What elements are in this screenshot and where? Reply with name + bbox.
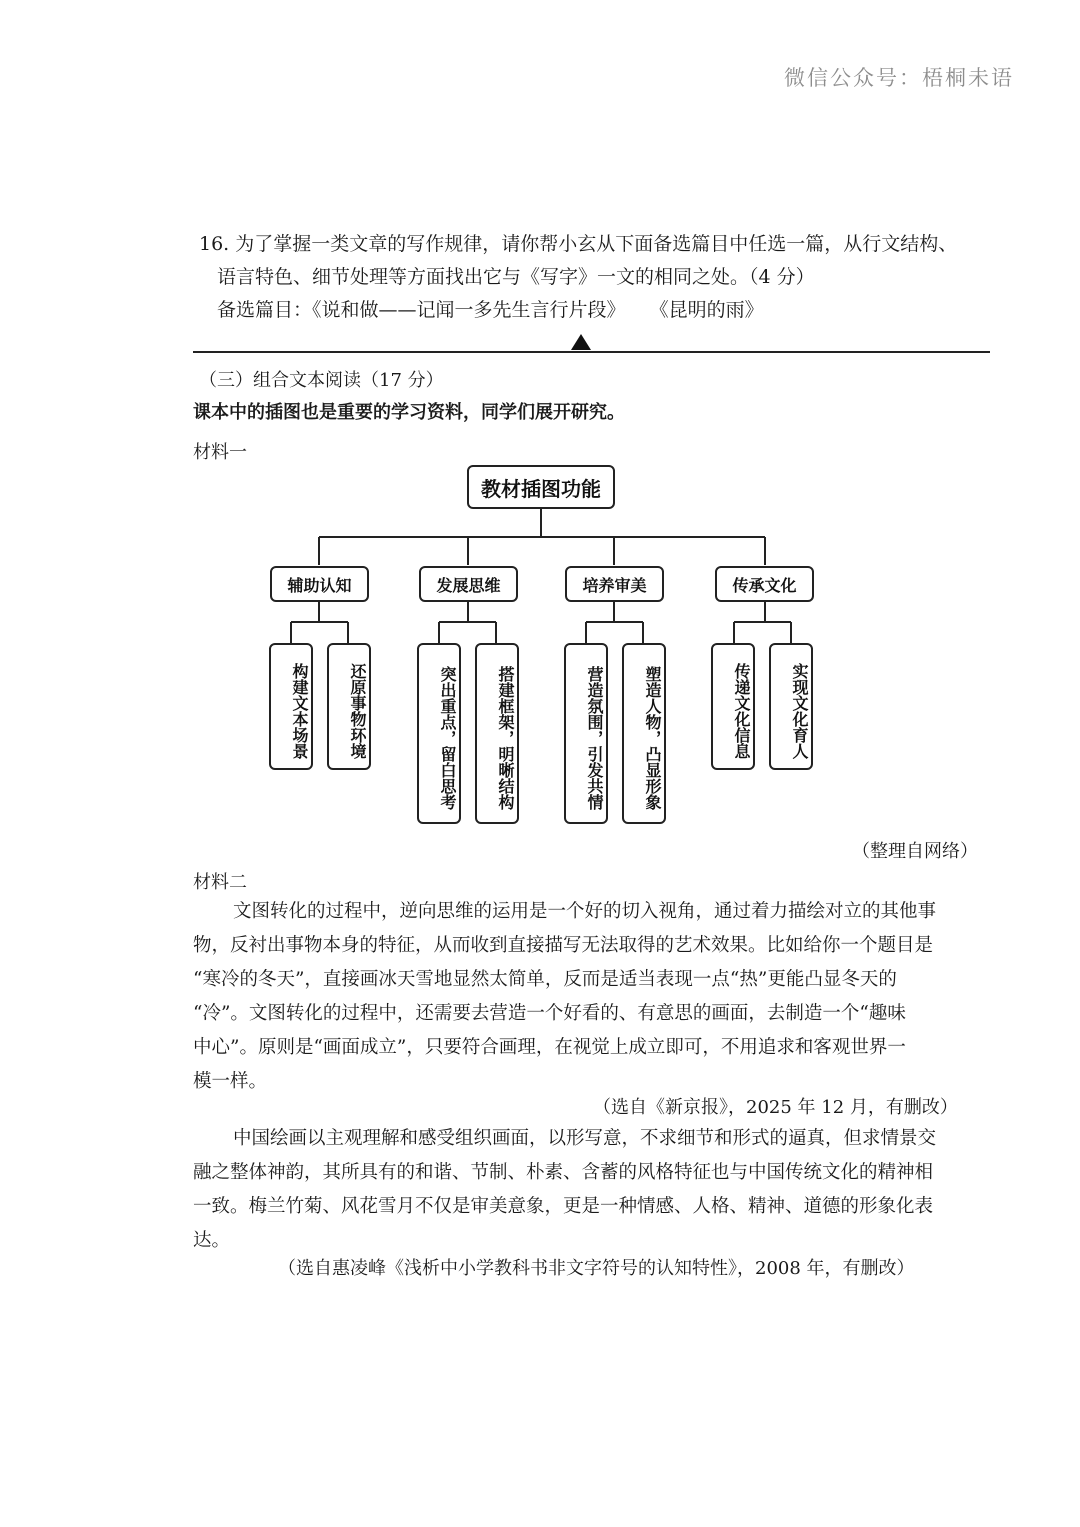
material-2-para-1-line-6: 模一样。 — [193, 1071, 268, 1092]
leaf-shape-characters: 塑造人物，凸显形象 — [622, 643, 666, 824]
material-2-para-1-line-3: “寒冷的冬天”，直接画冰天雪地显然太简单，反而是适当表现一点“热”更能凸显冬天的 — [193, 969, 897, 990]
category-culture: 传承文化 — [715, 566, 814, 602]
material-2-para-2-line-3: 一致。梅兰竹菊、风花雪月不仅是审美意象，更是一种情感、人格、精神、道德的形象化表 — [193, 1196, 934, 1217]
material-2-para-2-line-2: 融之整体神韵，其所具有的和谐、节制、朴素、含蓄的风格特征也与中国传统文化的精神相 — [193, 1162, 934, 1183]
material-1-source: （整理自网络） — [852, 841, 978, 862]
material-2-source-2: （选自惠凌峰《浅析中小学教科书非文字符号的认知特性》，2008 年，有删改） — [278, 1258, 915, 1279]
category-assist-cognition: 辅助认知 — [270, 566, 369, 602]
question-16-line-2: 语言特色、细节处理等方面找出它与《写字》一文的相同之处。（4 分） — [217, 266, 815, 288]
category-aesthetics: 培养审美 — [565, 566, 664, 602]
question-16-options: 备选篇目：《说和做——记闻一多先生言行片段》 《昆明的雨》 — [217, 299, 764, 321]
material-2-para-1-line-1: 文图转化的过程中，逆向思维的运用是一个好的切入视角，通过着力描绘对立的其他事 — [233, 901, 937, 922]
leaf-highlight-focus: 突出重点，留白思考 — [417, 643, 461, 824]
leaf-create-atmosphere: 营造氛围，引发共情 — [564, 643, 608, 824]
question-16-line-1: 16. 为了掌握一类文章的写作规律，请你帮小玄从下面备选篇目中任选一篇，从行文结构、 — [199, 233, 958, 255]
material-2-source-1: （选自《新京报》，2025 年 12 月，有删改） — [593, 1097, 958, 1118]
leaf-cultural-education: 实现文化育人 — [769, 643, 813, 770]
section-3-intro: 课本中的插图也是重要的学习资料，同学们展开研究。 — [193, 402, 625, 423]
leaf-pass-culture-info: 传递文化信息 — [711, 643, 755, 770]
material-2-para-2-line-4: 达。 — [193, 1230, 231, 1251]
section-3-title: （三）组合文本阅读（17 分） — [199, 370, 444, 391]
watermark: 微信公众号：梧桐未语 — [784, 66, 1014, 90]
leaf-restore-environment: 还原事物环境 — [327, 643, 371, 770]
material-2-label: 材料二 — [193, 872, 247, 893]
diagram-root: 教材插图功能 — [467, 465, 615, 509]
category-develop-thinking: 发展思维 — [419, 566, 518, 602]
material-2-para-1-line-2: 物，反衬出事物本身的特征，从而收到直接描写无法取得的艺术效果。比如给你一个题目是 — [193, 935, 934, 956]
material-2-para-1-line-4: “冷”。文图转化的过程中，还需要去营造一个好看的、有意思的画面，去制造一个“趣味 — [193, 1003, 906, 1024]
leaf-build-scene: 构建文本场景 — [269, 643, 313, 770]
material-2-para-1-line-5: 中心”。原则是“画面成立”，只要符合画理，在视觉上成立即可，不用追求和客观世界一 — [193, 1037, 906, 1058]
leaf-build-framework: 搭建框架，明晰结构 — [475, 643, 519, 824]
material-1-label: 材料一 — [193, 442, 247, 463]
material-2-para-2-line-1: 中国绘画以主观理解和感受组织画面，以形写意，不求细节和形式的逼真，但求情景交 — [233, 1128, 937, 1149]
